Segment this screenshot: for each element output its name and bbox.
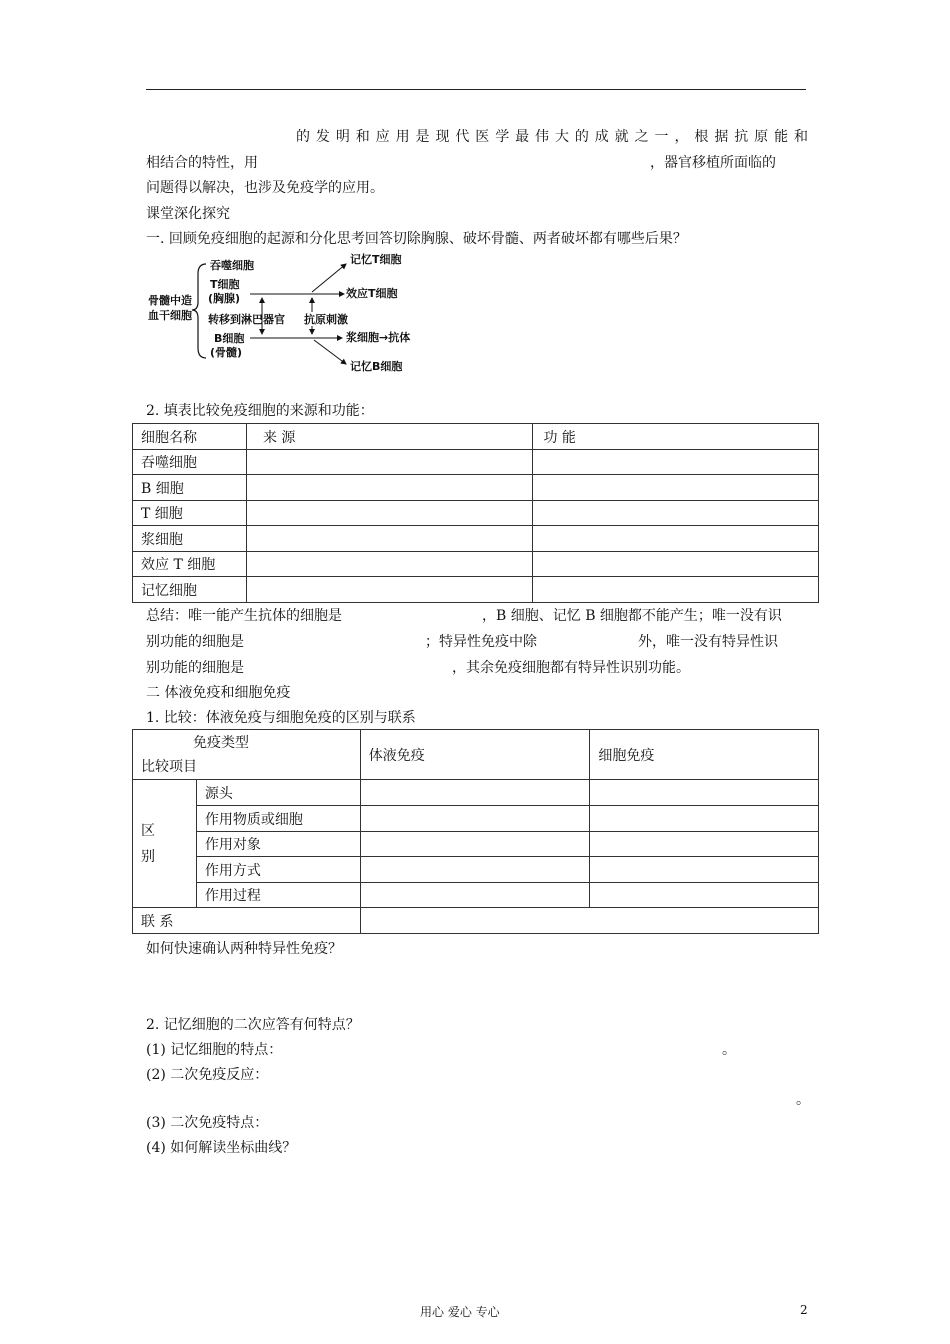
immune-cell-origin-diagram	[146, 252, 436, 378]
table2-cell[interactable]	[590, 857, 819, 883]
table1-header: 功 能	[533, 424, 819, 450]
section-heading: 课堂深化探究	[146, 206, 230, 222]
intro-line-2b: ，器官移植所面临的	[650, 155, 776, 171]
intro-line-1: 的发明和应用是现代医学最伟大的成就之一，根据抗原能和	[296, 129, 808, 145]
table2-cell[interactable]	[360, 832, 590, 857]
diagram-memory-b: 记忆B细胞	[350, 360, 403, 373]
memory-title: 2. 记忆细胞的二次应答有何特点？	[146, 1017, 360, 1033]
table1-cell[interactable]	[246, 526, 533, 552]
table1-cell[interactable]	[533, 475, 819, 501]
table2-relation: 联 系	[133, 908, 361, 934]
table2-diff-1: 区	[141, 822, 155, 839]
summary-2c: 外，唯一没有特异性识	[638, 634, 778, 650]
diagram-antigen: 抗原刺激	[304, 313, 348, 326]
diagram-b-cell: B细胞	[214, 332, 245, 345]
diagram-source-1: 骨髓中造	[148, 294, 192, 307]
footer-slogan: 用心 爱心 专心	[420, 1305, 500, 1319]
immunity-comparison-table	[132, 729, 819, 934]
memory-item-1: (1) 记忆细胞的特点：	[146, 1042, 283, 1058]
table1-cell[interactable]	[246, 552, 533, 577]
summary-2a: 别功能的细胞是	[146, 634, 244, 650]
table1-cell[interactable]	[246, 475, 533, 501]
table2-cell[interactable]	[590, 806, 819, 832]
diagram-t-origin: (胸腺)	[208, 292, 241, 305]
table1-cell[interactable]	[533, 577, 819, 603]
table2-cell[interactable]	[360, 806, 590, 832]
table1-cell[interactable]	[533, 450, 819, 475]
table1-row-label: 浆细胞	[133, 526, 247, 552]
section-2-heading: 二 体液免疫和细胞免疫	[146, 685, 291, 701]
diagram-t-cell: T细胞	[210, 278, 240, 291]
table1-row-label: B 细胞	[133, 475, 247, 501]
table2-diff-2: 别	[141, 848, 155, 865]
memory-item-4: (4) 如何解读坐标曲线？	[146, 1140, 297, 1156]
table2-cell[interactable]	[360, 780, 590, 806]
diagram-brace	[192, 264, 206, 358]
table1-row-label: 效应 T 细胞	[133, 552, 247, 577]
table2-cell[interactable]	[590, 832, 819, 857]
table2-diagonal-header	[133, 730, 361, 780]
table1-cell[interactable]	[246, 450, 533, 475]
summary-1a: 总结：唯一能产生抗体的细胞是	[146, 608, 342, 624]
intro-line-2a: 相结合的特性，用	[146, 155, 258, 171]
table1-cell[interactable]	[246, 577, 533, 603]
table1-row-label: T 细胞	[133, 501, 247, 526]
identify-question: 如何快速确认两种特异性免疫？	[146, 941, 342, 957]
intro-line-3: 问题得以解决，也涉及免疫学的应用。	[146, 180, 384, 196]
memory-item-2: (2) 二次免疫反应：	[146, 1067, 269, 1083]
summary-3b: ，其余免疫细胞都有特异性识别功能。	[452, 660, 690, 676]
table1-cell[interactable]	[533, 501, 819, 526]
diagram-plasma-antibody: 浆细胞→抗体	[346, 331, 411, 344]
table2-cell[interactable]	[360, 883, 590, 908]
table1-cell[interactable]	[246, 501, 533, 526]
table1-row-label: 记忆细胞	[133, 577, 247, 603]
table1-row-label: 吞噬细胞	[133, 450, 247, 475]
diagram-phagocyte: 吞噬细胞	[210, 259, 254, 272]
table2-item: 作用过程	[196, 883, 360, 908]
diagram-effector-t: 效应T细胞	[346, 287, 398, 300]
table2-item: 作用物质或细胞	[196, 806, 360, 832]
table1-cell[interactable]	[533, 552, 819, 577]
memory-item-3: (3) 二次免疫特点：	[146, 1115, 269, 1131]
question-1: 一. 回顾免疫细胞的起源和分化思考回答切除胸腺、破坏骨髓、两者破坏都有哪些后果？	[146, 231, 687, 247]
table1-header: 细胞名称	[133, 424, 247, 450]
diagram-source-2: 血干细胞	[148, 309, 192, 322]
diagram-memory-t: 记忆T细胞	[350, 253, 402, 266]
summary-3a: 别功能的细胞是	[146, 660, 244, 676]
header-rule	[146, 89, 806, 90]
diagram-transfer: 转移到淋巴器官	[208, 313, 285, 326]
table2-item: 作用方式	[196, 857, 360, 883]
cell-comparison-table	[132, 423, 819, 603]
page-number: 2	[800, 1303, 808, 1317]
compare-caption: 1. 比较：体液免疫与细胞免疫的区别与联系	[146, 710, 416, 726]
table2-col-humoral: 体液免疫	[360, 730, 590, 780]
table2-item: 源头	[196, 780, 360, 806]
table2-header-top: 免疫类型	[193, 734, 249, 751]
table1-caption: 2. 填表比较免疫细胞的来源和功能：	[146, 403, 374, 419]
table2-header-bottom: 比较项目	[141, 758, 197, 775]
memory-item-2-period: 。	[796, 1092, 810, 1108]
table2-cell[interactable]	[590, 883, 819, 908]
summary-2b: ；特异性免疫中除	[425, 634, 537, 650]
table2-cell[interactable]	[360, 857, 590, 883]
table2-col-cellular: 细胞免疫	[590, 730, 819, 780]
diagram-b-origin: (骨髓)	[210, 346, 243, 359]
table1-cell[interactable]	[533, 526, 819, 552]
table2-cell[interactable]	[590, 780, 819, 806]
table2-relation-cell[interactable]	[360, 908, 818, 934]
table2-difference-label	[133, 780, 197, 908]
memory-item-1-period: 。	[722, 1042, 736, 1058]
summary-1b: ，B 细胞、记忆 B 细胞都不能产生；唯一没有识	[482, 608, 782, 624]
table2-item: 作用对象	[196, 832, 360, 857]
table1-header: 来 源	[246, 424, 533, 450]
